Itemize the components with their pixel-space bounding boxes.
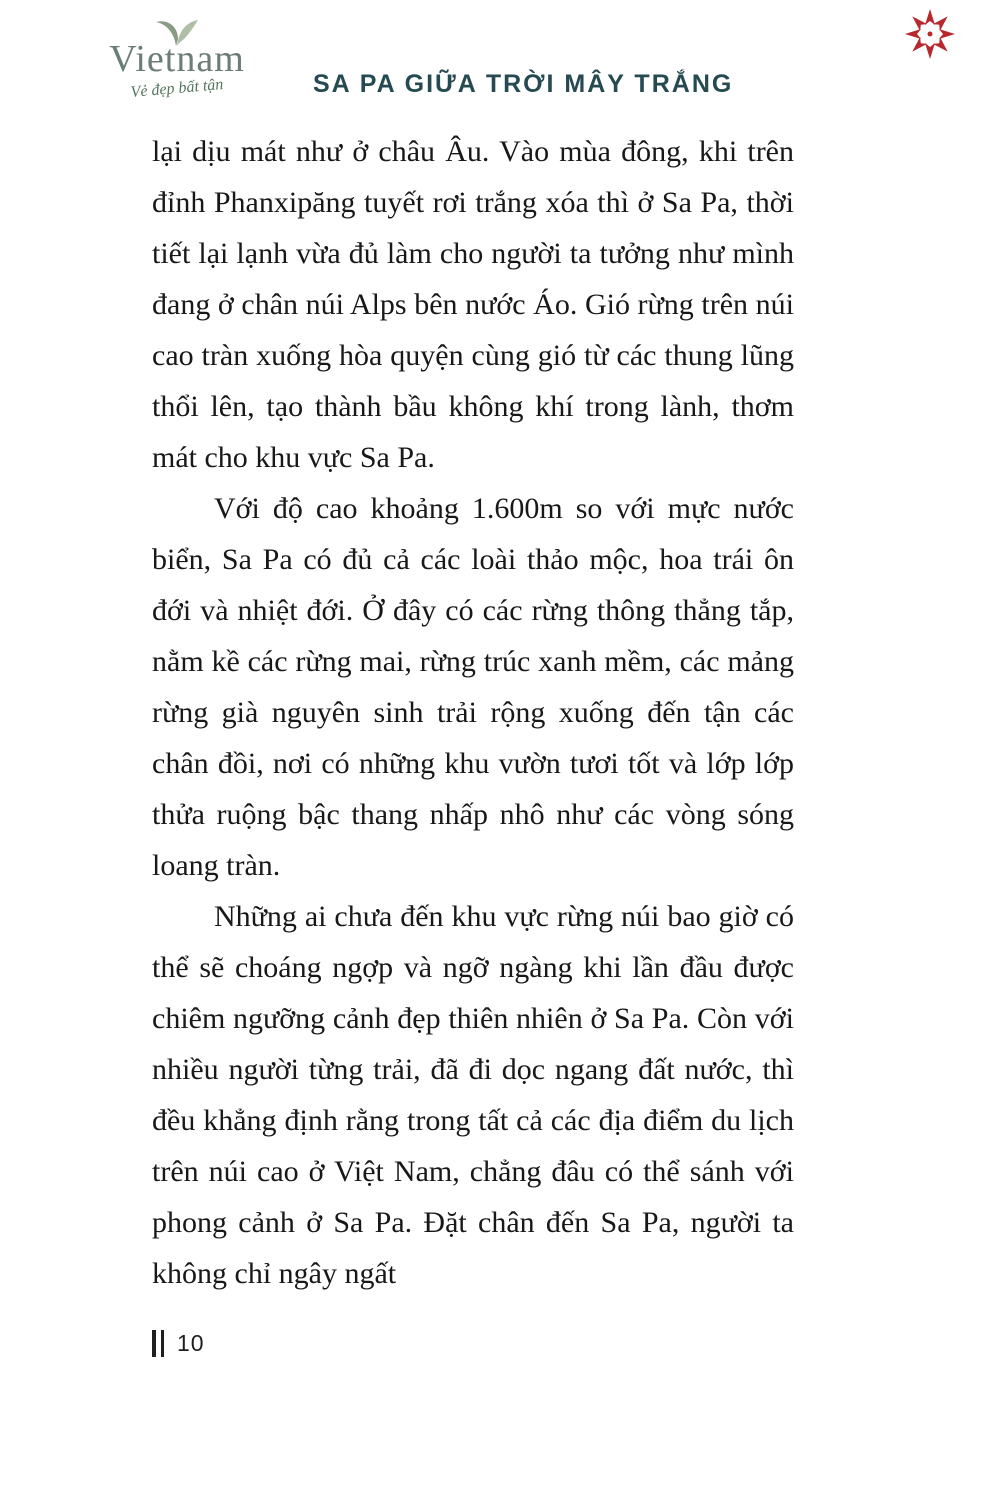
page-number: 10 [177,1330,205,1356]
red-star-ornament-icon [902,6,958,62]
page-number-bars [152,1330,164,1357]
brand-logo [92,18,262,102]
body-text [152,126,794,1299]
paragraph: lại dịu mát như ở châu Âu. Vào mùa đông, khi trên đỉnh Phanxipăng tuyết rơi trắng xóa thì ở Sa Pa, thời tiết lại lạnh vừa đủ làm cho người ta tưởng như mình đang ở chân núi Alps bên nước Áo. Gió rừng trên núi cao tràn xuống hòa quyện cùng gió từ các thung lũng thổi lên, tạo thành bầu không khí trong lành, thơm mát cho khu vực Sa Pa. [152,135,794,474]
brand-name: Vietnam [109,38,245,80]
brand-tagline: Vẻ đẹp bất tận [129,75,224,102]
page-header [0,0,1000,130]
paragraph: Với độ cao khoảng 1.600m so với mực nước biển, Sa Pa có đủ cả các loài thảo mộc, hoa trái ôn đới và nhiệt đới. Ở đây có các rừng thông thẳng tắp, nằm kề các rừng mai, rừng trúc xanh mềm, các mảng rừng già nguyên sinh trải rộng xuống đến tận các chân đồi, nơi có những khu vườn tươi tốt và lớp lớp thửa ruộng bậc thang nhấp nhô như các vòng sóng loang tràn. [152,492,794,882]
paragraph: Những ai chưa đến khu vực rừng núi bao giờ có thể sẽ choáng ngợp và ngỡ ngàng khi lần đầu được chiêm ngưỡng cảnh đẹp thiên nhiên ở Sa Pa. Còn với nhiều người từng trải, đã đi dọc ngang đất nước, thì đều khẳng định rằng trong tất cả các địa điểm du lịch trên núi cao ở Việt Nam, chẳng đâu có thể sánh với phong cảnh ở Sa Pa. Đặt chân đến Sa Pa, người ta không chỉ ngây ngất [152,900,794,1290]
chapter-title: SA PA GIỮA TRỜI MÂY TRẮNG [313,70,734,98]
page-footer [152,1330,205,1357]
